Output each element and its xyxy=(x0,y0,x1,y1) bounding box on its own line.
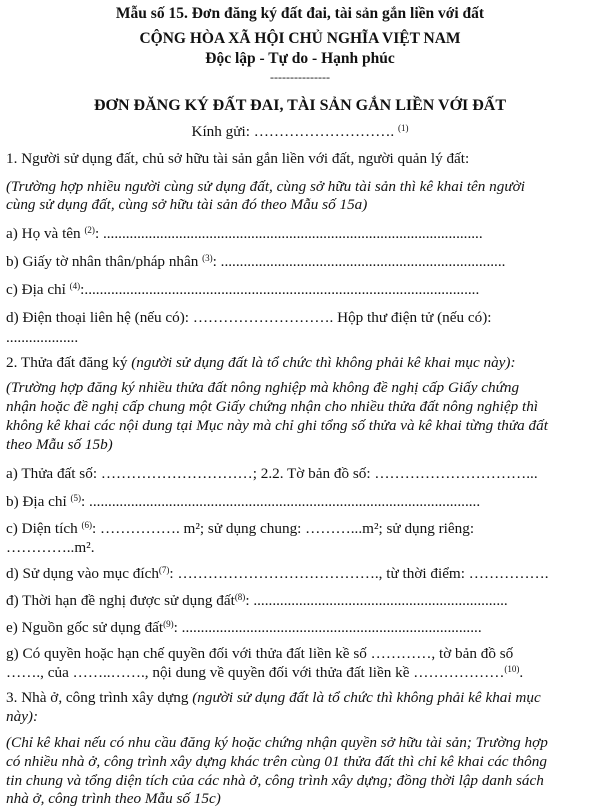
field-identity-papers: b) Giấy tờ nhân thân/pháp nhân $^{(3)}$: ........................................................................... xyxy=(6,253,506,270)
form-number: Mẫu số 15. Đơn đăng ký đất đai, tài sản gắn liền với đất xyxy=(115,5,485,22)
field-area-cont: …………..m². xyxy=(6,539,95,556)
section3-note-line2: có nhiều nhà ở, công trình xây dựng khác trên cùng 01 thửa đất thì chỉ kê khai các thông xyxy=(6,753,547,770)
field-address: c) Địa chỉ $^{(4)}$:........................................................................................................ xyxy=(6,281,480,298)
field-parcel-number: a) Thửa đất số: …………………………; 2.2. Tờ bản đồ số: …………………………... xyxy=(6,465,538,482)
section2-note-line4: theo Mẫu số 15b) xyxy=(6,436,113,453)
section1-note-line1: (Trường hợp nhiều người cùng sử dụng đất, cùng sở hữu tài sản thì kê khai tên người xyxy=(6,178,525,195)
field-phone-email: d) Điện thoại liên hệ (nếu có): ………………………. Hộp thư điện tử (nếu có): xyxy=(6,309,492,326)
section3-note-line3: tin chung và tổng diện tích của các nhà ở, công trình xây dựng; đồng thời lập danh sách xyxy=(6,772,544,789)
section2-heading: 2. Thửa đất đăng ký (người sử dụng đất là tổ chức thì không phải kê khai mục này): xyxy=(6,354,516,371)
field-full-name: a) Họ và tên $^{(2)}$: .................................................................................................... xyxy=(6,225,483,242)
header-separator: --------------- xyxy=(270,70,330,84)
recipient-label: Kính gửi: ………………………. xyxy=(191,123,395,140)
recipient-line xyxy=(0,123,600,141)
field-land-origin: e) Nguồn gốc sử dụng đất$^{(9)}$: ............................................................................... xyxy=(6,619,482,636)
national-motto: Độc lập - Tự do - Hạnh phúc xyxy=(205,50,395,67)
section2-note-line1: (Trường hợp đăng ký nhiều thửa đất nông nghiệp mà không đề nghị cấp Giấy chứng xyxy=(6,379,520,396)
field-phone-email-cont: ................... xyxy=(6,329,79,346)
form-title: ĐƠN ĐĂNG KÝ ĐẤT ĐAI, TÀI SẢN GẮN LIỀN VỚI ĐẤT xyxy=(93,97,507,114)
section2-note-line2: nhận hoặc đề nghị cấp chung một Giấy chứng nhận cho nhiều thửa đất nông nghiệp thì xyxy=(6,398,539,415)
section3-note-line4: nhà ở, công trình theo Mẫu số 15c) xyxy=(6,790,221,807)
field-adjacent-rights: g) Có quyền hoặc hạn chế quyền đối với thửa đất liền kề số …………, tờ bản đồ số xyxy=(6,645,514,662)
nation-name: CỘNG HÒA XÃ HỘI CHỦ NGHĨA VIỆT NAM xyxy=(139,30,461,47)
field-adjacent-rights-cont: ……., của ……..……., nội dung về quyền đối với thửa đất liền kề ………………$^{(10)}$. xyxy=(6,664,524,681)
section1-note-line2: cùng sử dụng đất, cùng sở hữu tài sản đó theo Mẫu số 15a) xyxy=(6,196,368,213)
section3-note-line1: (Chỉ kê khai nếu có nhu cầu đăng ký hoặc chứng nhận quyền sở hữu tài sản; Trường hợp xyxy=(6,734,548,751)
section2-note-line3: không kê khai các nội dung tại Mục này mà chỉ ghi tổng số thửa và kê khai từng thửa đất xyxy=(6,417,548,434)
section3-heading-cont: này): xyxy=(6,708,39,725)
section1-heading: 1. Người sử dụng đất, chủ sở hữu tài sản gắn liền với đất, người quản lý đất: xyxy=(6,150,470,167)
recipient-note: (1) xyxy=(398,123,409,133)
field-area: c) Diện tích $^{(6)}$: ……………. m²; sử dụng chung: ………...m²; sử dụng riêng: xyxy=(6,520,475,537)
section3-heading: 3. Nhà ở, công trình xây dựng (người sử dụng đất là tổ chức thì không phải kê khai mục xyxy=(6,689,541,706)
field-parcel-address: b) Địa chỉ $^{(5)}$: ....................................................................................................... xyxy=(6,493,481,510)
field-land-purpose: d) Sử dụng vào mục đích$^{(7)}$: …………………………………., từ thời điểm: ……………. xyxy=(6,565,549,582)
field-use-term: đ) Thời hạn đề nghị được sử dụng đất$^{(8)}$: ................................................................... xyxy=(6,592,508,609)
